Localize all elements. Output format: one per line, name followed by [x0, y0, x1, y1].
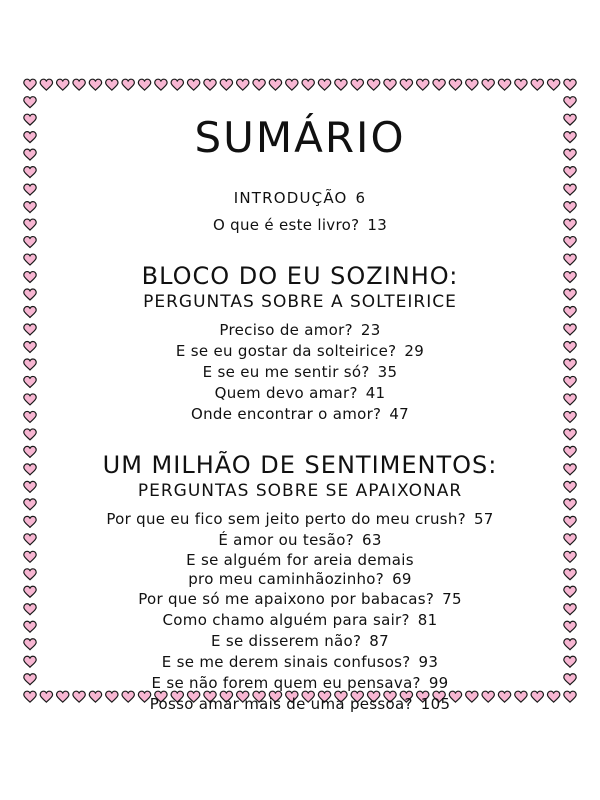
- heart-icon: [564, 569, 576, 580]
- heart-icon: [24, 464, 36, 475]
- heart-icon: [564, 149, 576, 160]
- heart-icon: [564, 446, 576, 457]
- page-title: SUMÁRIO: [194, 113, 406, 162]
- toc-entry: [40, 694, 560, 715]
- toc-entry: [40, 610, 560, 631]
- heart-icon: [482, 79, 494, 90]
- heart-icon: [564, 237, 576, 248]
- toc-entry-label: E se eu me sentir só?: [202, 363, 370, 381]
- heart-icon: [24, 551, 36, 562]
- heart-icon: [40, 79, 52, 90]
- heart-icon: [24, 132, 36, 143]
- toc-entry-page: 41: [365, 384, 386, 402]
- heart-icon: [498, 79, 510, 90]
- heart-icon: [24, 499, 36, 510]
- heart-icon: [531, 79, 543, 90]
- heart-icon: [155, 79, 167, 90]
- heart-icon: [57, 79, 69, 90]
- heart-icon: [24, 674, 36, 685]
- heart-icon: [269, 79, 281, 90]
- toc-entry-page: 87: [369, 632, 389, 650]
- heart-icon: [564, 516, 576, 527]
- heart-icon: [24, 411, 36, 422]
- toc-entry: [40, 362, 560, 383]
- toc-entry-page: 13: [367, 216, 388, 234]
- heart-icon: [564, 674, 576, 685]
- toc-entry: [40, 404, 560, 425]
- heart-icon: [417, 79, 429, 90]
- heart-icon: [106, 79, 118, 90]
- heart-icon: [384, 79, 396, 90]
- heart-icon: [286, 79, 298, 90]
- heart-icon: [253, 79, 265, 90]
- heart-icon: [24, 691, 36, 702]
- toc-entry: [40, 631, 560, 652]
- heart-icon: [367, 79, 379, 90]
- heart-icon: [335, 79, 347, 90]
- toc-entry: [40, 509, 560, 530]
- heart-icon: [564, 114, 576, 125]
- table-of-contents: [40, 100, 560, 715]
- toc-entry-about-book: [40, 215, 560, 236]
- section-subtitle-apaixonar: PERGUNTAS SOBRE SE APAIXONAR: [137, 481, 463, 501]
- heart-icon: [564, 307, 576, 318]
- heart-icon: [24, 446, 36, 457]
- heart-icon: [24, 79, 36, 90]
- heart-icon: [318, 79, 330, 90]
- heart-icon: [564, 341, 576, 352]
- heart-icon: [24, 289, 36, 300]
- toc-entry-label: INTRODUÇÃO: [233, 189, 348, 207]
- toc-entry: [40, 530, 560, 551]
- toc-entry-label: Por que eu fico sem jeito perto do meu crush?: [106, 510, 466, 528]
- heart-icon: [564, 97, 576, 108]
- toc-entry-label: E se disserem não?: [211, 632, 362, 650]
- heart-icon: [24, 272, 36, 283]
- toc-entry: [40, 673, 560, 694]
- heart-icon: [24, 202, 36, 213]
- toc-entry-label-continued: [40, 570, 560, 589]
- toc-entry-label: Por que só me apaixono por babacas?: [138, 590, 435, 608]
- toc-entry-label: Onde encontrar o amor?: [190, 405, 382, 423]
- heart-icon: [564, 621, 576, 632]
- heart-icon: [564, 586, 576, 597]
- heart-icon: [24, 184, 36, 195]
- heart-icon: [564, 324, 576, 335]
- heart-icon: [24, 307, 36, 318]
- heart-icon: [564, 376, 576, 387]
- heart-icon: [466, 79, 478, 90]
- heart-icon: [564, 202, 576, 213]
- heart-icon: [547, 79, 559, 90]
- toc-entry: [40, 652, 560, 673]
- heart-icon: [24, 341, 36, 352]
- heart-icon: [564, 551, 576, 562]
- heart-icon: [564, 219, 576, 230]
- heart-icon: [73, 79, 85, 90]
- heart-icon: [400, 79, 412, 90]
- toc-entry: [40, 320, 560, 341]
- heart-icon: [204, 79, 216, 90]
- heart-icon: [564, 394, 576, 405]
- heart-icon: [564, 359, 576, 370]
- heart-icon: [24, 219, 36, 230]
- heart-icon: [24, 481, 36, 492]
- heart-icon: [24, 114, 36, 125]
- heart-icon: [351, 79, 363, 90]
- heart-icon: [564, 481, 576, 492]
- toc-entry-label: Quem devo amar?: [214, 384, 358, 402]
- heart-icon: [515, 79, 527, 90]
- toc-entry-page: 99: [428, 674, 449, 692]
- heart-icon: [564, 272, 576, 283]
- heart-icon: [564, 79, 576, 90]
- section-subtitle-solteirice: PERGUNTAS SOBRE A SOLTEIRICE: [143, 292, 457, 312]
- heart-icon: [564, 499, 576, 510]
- toc-entry: [40, 341, 560, 362]
- heart-icon: [449, 79, 461, 90]
- heart-icon: [564, 132, 576, 143]
- toc-entry-label: E se alguém for areia demais: [186, 551, 414, 569]
- toc-entry-page: 93: [418, 653, 439, 671]
- heart-icon: [564, 691, 576, 702]
- heart-icon: [187, 79, 199, 90]
- heart-icon: [24, 604, 36, 615]
- heart-icon: [564, 254, 576, 265]
- toc-entry-label: E se não forem quem eu pensava?: [151, 674, 421, 692]
- heart-icon: [122, 79, 134, 90]
- heart-icon: [24, 376, 36, 387]
- heart-icon: [564, 289, 576, 300]
- toc-entry-label: Como chamo alguém para sair?: [162, 611, 410, 629]
- heart-icon: [24, 324, 36, 335]
- heart-icon: [433, 79, 445, 90]
- heart-icon: [24, 639, 36, 650]
- toc-entry-label: O que é este livro?: [212, 216, 360, 234]
- toc-entry-label: Preciso de amor?: [219, 321, 353, 339]
- toc-entry-label: E se me derem sinais confusos?: [161, 653, 411, 671]
- heart-icon: [302, 79, 314, 90]
- section-title-bloco-eu-sozinho: BLOCO DO EU SOZINHO:: [141, 262, 459, 290]
- toc-entry-page: 23: [360, 321, 381, 339]
- toc-entry-page: 63: [361, 531, 382, 549]
- toc-entry: [40, 383, 560, 404]
- toc-entry-page: 35: [377, 363, 398, 381]
- toc-entry-label: É amor ou tesão?: [218, 531, 354, 549]
- heart-icon: [237, 79, 249, 90]
- heart-icon: [24, 586, 36, 597]
- heart-icon: [564, 167, 576, 178]
- heart-icon: [24, 516, 36, 527]
- heart-icon: [564, 639, 576, 650]
- heart-icon: [24, 621, 36, 632]
- toc-entry-label: pro meu caminhãozinho?: [188, 570, 385, 588]
- heart-icon: [171, 79, 183, 90]
- heart-icon: [24, 254, 36, 265]
- toc-entry: [40, 589, 560, 610]
- toc-entry-page: 81: [417, 611, 438, 629]
- heart-icon: [564, 429, 576, 440]
- heart-icon: [564, 656, 576, 667]
- toc-entry-page: 6: [355, 189, 367, 207]
- toc-entry-label: Posso amar mais de uma pessoa?: [149, 695, 413, 713]
- toc-entry-page: 105: [420, 695, 451, 713]
- heart-icon: [138, 79, 150, 90]
- heart-icon: [564, 464, 576, 475]
- heart-icon: [564, 184, 576, 195]
- toc-entry-page: 69: [392, 570, 412, 588]
- toc-entry-page: 75: [442, 590, 462, 608]
- heart-icon: [564, 534, 576, 545]
- heart-icon: [564, 604, 576, 615]
- heart-icon: [220, 79, 232, 90]
- heart-icon: [24, 359, 36, 370]
- heart-icon: [24, 429, 36, 440]
- heart-icon: [24, 97, 36, 108]
- heart-icon: [89, 79, 101, 90]
- heart-icon: [24, 656, 36, 667]
- heart-icon: [564, 411, 576, 422]
- heart-icon: [24, 569, 36, 580]
- heart-icon: [24, 394, 36, 405]
- toc-entry-introduction: [40, 188, 560, 209]
- toc-entry-page: 29: [404, 342, 425, 360]
- toc-entry: [40, 551, 560, 589]
- heart-icon: [24, 534, 36, 545]
- toc-entry-label: E se eu gostar da solteirice?: [175, 342, 397, 360]
- heart-icon: [24, 237, 36, 248]
- section-title-milhao-sentimentos: UM MILHÃO DE SENTIMENTOS:: [102, 451, 498, 479]
- toc-entry-page: 57: [473, 510, 494, 528]
- toc-entry-page: 47: [389, 405, 409, 423]
- heart-icon: [24, 167, 36, 178]
- heart-icon: [24, 149, 36, 160]
